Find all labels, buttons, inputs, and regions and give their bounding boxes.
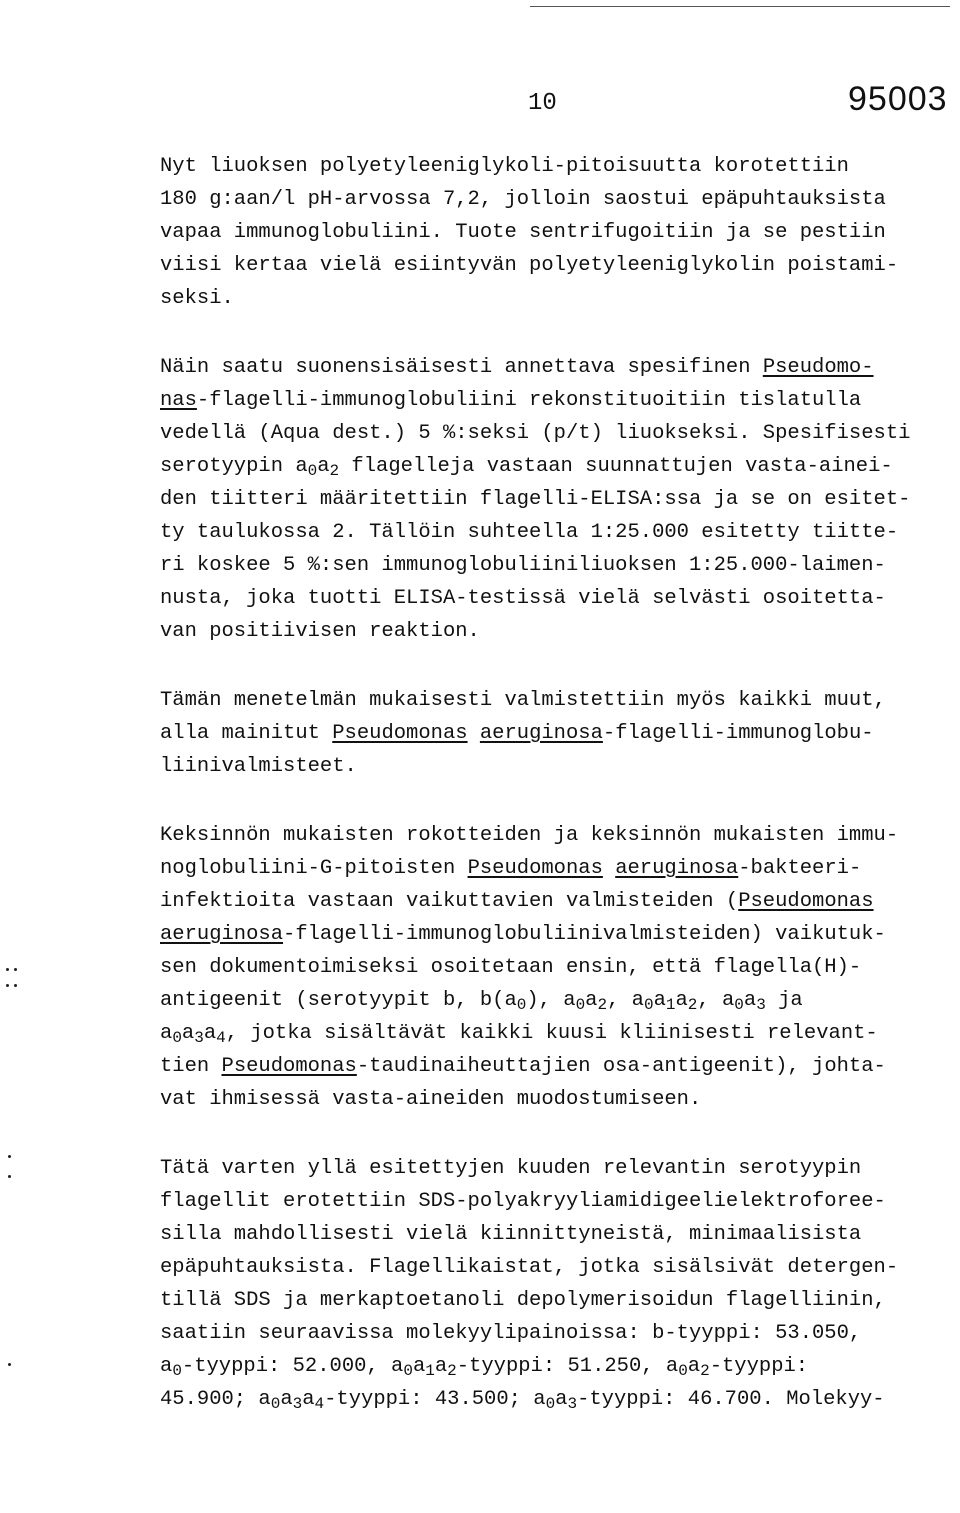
subscript: 0	[545, 1394, 556, 1413]
underlined-term: Pseudomonas	[221, 1055, 357, 1078]
text-segment: liinivalmisteet.	[160, 755, 357, 778]
text-segment: -flagelli-immunoglobu-	[602, 722, 874, 745]
text-segment: Näin saatu suonensisäisesti annettava spesifinen	[160, 356, 763, 379]
text-segment: alla mainitut	[160, 722, 333, 745]
text-segment: -flagelli-immunoglobuliini rekonstituoitiin tislatulla	[196, 389, 862, 412]
scan-speck	[8, 1155, 11, 1158]
text-line	[160, 450, 950, 483]
text-segment: a	[203, 1022, 217, 1045]
text-segment: -tyyppi: 43.500; a	[324, 1388, 546, 1411]
text-segment: 180 g:aan/l pH-arvossa 7,2, jolloin saostui epäpuhtauksista	[160, 188, 886, 211]
text-segment: , a	[607, 989, 644, 1012]
text-line	[160, 1152, 950, 1185]
top-rule	[530, 6, 950, 7]
text-segment: a	[743, 989, 757, 1012]
page-number: 10	[528, 90, 557, 117]
text-line	[160, 1383, 950, 1416]
text-segment: , jotka sisältävät kaikki kuusi kliinisesti relevant-	[225, 1022, 878, 1045]
text-line	[160, 951, 950, 984]
underlined-term: aeruginosa	[615, 857, 739, 880]
text-line	[160, 984, 950, 1017]
text-segment: Tätä varten yllä esitettyjen kuuden relevantin serotyypin	[160, 1157, 862, 1180]
subscript: 4	[216, 1028, 226, 1047]
text-segment: a	[317, 455, 330, 478]
text-line	[160, 351, 950, 384]
text-segment: infektioita vastaan vaikuttavien valmisteiden (	[160, 890, 739, 913]
text-line	[160, 750, 950, 783]
text-segment: -flagelli-immunoglobuliinivalmisteiden) vaikutuk-	[283, 923, 886, 946]
subscript: 1	[425, 1361, 435, 1380]
text-segment: -tyyppi: 46.700. Molekyy-	[577, 1388, 885, 1411]
text-line	[160, 852, 950, 885]
text-line	[160, 1317, 950, 1350]
subscript: 2	[597, 995, 608, 1014]
text-segment: ri koskee 5 %:sen immunoglobuliiniliuoksen 1:25.000-laimen-	[160, 554, 886, 577]
text-line	[160, 1350, 950, 1383]
text-line	[160, 282, 950, 315]
text-segment: 45.900; a	[160, 1388, 271, 1411]
text-segment	[468, 722, 480, 745]
subscript: 0	[516, 995, 527, 1014]
text-segment: noglobuliini-G-pitoisten	[160, 857, 468, 880]
subscript: 3	[567, 1394, 578, 1413]
scan-speck	[6, 984, 9, 987]
text-segment: Nyt liuoksen polyetyleeniglykoli-pitoisuutta korotettiin	[160, 155, 849, 178]
text-segment: a	[302, 1388, 315, 1411]
text-segment: tillä SDS ja merkaptoetanoli depolymerisoidun flagelliinin,	[160, 1289, 886, 1312]
text-segment: flagellit erotettiin SDS-polyakryyliamidigeelielektroforee-	[160, 1190, 886, 1213]
text-segment: a	[687, 1355, 701, 1378]
text-line	[160, 216, 950, 249]
text-segment: vat ihmisessä vasta-aineiden muodostumiseen.	[160, 1088, 702, 1111]
text-line	[160, 1284, 950, 1317]
text-segment: a	[181, 1022, 195, 1045]
text-segment: serotyypin a	[160, 455, 308, 478]
subscript: 2	[700, 1361, 710, 1380]
text-segment: van positiivisen reaktion.	[160, 620, 480, 643]
subscript: 0	[307, 461, 318, 480]
body-text	[160, 150, 950, 1452]
text-line	[160, 1185, 950, 1218]
text-segment: ty taulukossa 2. Tällöin suhteella 1:25.000 esitetty tiitte-	[160, 521, 899, 544]
text-line	[160, 1017, 950, 1050]
underlined-term: aeruginosa	[479, 722, 603, 745]
text-segment: a	[160, 1022, 173, 1045]
text-line	[160, 384, 950, 417]
subscript: 2	[687, 995, 698, 1014]
text-segment: saatiin seuraavissa molekyylipainoissa: b-tyyppi: 53.050,	[160, 1322, 862, 1345]
text-segment: viisi kertaa vielä esiintyvän polyetyleeniglykolin poistami-	[160, 254, 899, 277]
text-segment	[603, 857, 615, 880]
text-segment: sen dokumentoimiseksi osoitetaan ensin, että flagella(H)-	[160, 956, 862, 979]
subscript: 2	[447, 1361, 457, 1380]
text-segment: a	[280, 1388, 293, 1411]
text-segment: vapaa immunoglobuliini. Tuote sentrifugoitiin ja se pestiin	[160, 221, 886, 244]
text-line	[160, 582, 950, 615]
text-line	[160, 1218, 950, 1251]
text-line	[160, 417, 950, 450]
subscript: 3	[194, 1028, 204, 1047]
text-segment: a	[653, 989, 666, 1012]
underlined-term: Pseudomo-	[762, 356, 874, 379]
underlined-term: aeruginosa	[160, 923, 284, 946]
text-segment: nusta, joka tuotti ELISA-testissä vielä selvästi osoitetta-	[160, 587, 886, 610]
paragraph	[160, 684, 950, 783]
text-segment: a	[675, 989, 688, 1012]
text-segment: ja	[765, 989, 803, 1012]
text-segment: flagelleja vastaan suunnattujen vasta-ainei-	[339, 455, 893, 478]
text-segment: -taudinaiheuttajien osa-antigeenit), johta-	[356, 1055, 886, 1078]
text-segment: a	[555, 1388, 568, 1411]
text-segment: a	[585, 989, 598, 1012]
text-segment: epäpuhtauksista. Flagellikaistat, jotka sisälsivät detergen-	[160, 1256, 899, 1279]
subscript: 1	[665, 995, 676, 1014]
text-segment: Keksinnön mukaisten rokotteiden ja keksinnön mukaisten immu-	[160, 824, 899, 847]
scan-speck	[8, 1363, 11, 1366]
document-number: 95003	[848, 80, 948, 118]
paragraph	[160, 819, 950, 1116]
scan-speck	[8, 1175, 11, 1178]
text-segment: ), a	[526, 989, 576, 1012]
underlined-term: Pseudomonas	[332, 722, 468, 745]
subscript: 0	[678, 1361, 688, 1380]
text-line	[160, 1251, 950, 1284]
text-segment: tien	[160, 1055, 222, 1078]
underlined-term: Pseudomonas	[467, 857, 603, 880]
text-line	[160, 1050, 950, 1083]
text-segment: -tyyppi: 51.250, a	[456, 1355, 679, 1378]
text-segment: -tyyppi: 52.000, a	[181, 1355, 404, 1378]
text-segment: -tyyppi:	[709, 1355, 809, 1378]
text-line	[160, 918, 950, 951]
text-segment: a	[434, 1355, 448, 1378]
text-segment: a	[160, 1355, 173, 1378]
text-segment: seksi.	[160, 287, 234, 310]
subscript: 4	[314, 1394, 325, 1413]
subscript: 0	[643, 995, 654, 1014]
text-segment: -bakteeri-	[738, 857, 862, 880]
subscript: 0	[575, 995, 586, 1014]
scan-speck	[6, 968, 9, 971]
text-line	[160, 615, 950, 648]
text-line	[160, 150, 950, 183]
text-segment: den tiitteri määritettiin flagelli-ELISA:ssa ja se on esitet-	[160, 488, 911, 511]
text-line	[160, 549, 950, 582]
text-line	[160, 684, 950, 717]
scan-speck	[14, 968, 17, 971]
subscript: 0	[270, 1394, 281, 1413]
subscript: 0	[172, 1028, 182, 1047]
text-line	[160, 516, 950, 549]
text-segment: Tämän menetelmän mukaisesti valmistettiin myös kaikki muut,	[160, 689, 886, 712]
subscript: 2	[329, 461, 340, 480]
underlined-term: Pseudomonas	[738, 890, 874, 913]
text-line	[160, 249, 950, 282]
text-line	[160, 183, 950, 216]
text-segment: vedellä (Aqua dest.) 5 %:seksi (p/t) liuokseksi. Spesifisesti	[160, 422, 911, 445]
paragraph	[160, 1152, 950, 1416]
text-line	[160, 819, 950, 852]
text-segment: silla mahdollisesti vielä kiinnittyneistä, minimaalisista	[160, 1223, 862, 1246]
text-segment: a	[412, 1355, 426, 1378]
subscript: 0	[734, 995, 744, 1014]
underlined-term: nas	[160, 389, 197, 412]
text-line	[160, 885, 950, 918]
paragraph	[160, 351, 950, 648]
text-line	[160, 483, 950, 516]
text-line	[160, 1083, 950, 1116]
subscript: 0	[403, 1361, 413, 1380]
subscript: 3	[756, 995, 766, 1014]
subscript: 3	[292, 1394, 303, 1413]
paragraph	[160, 150, 950, 315]
scan-speck	[14, 984, 17, 987]
text-line	[160, 717, 950, 750]
text-segment: antigeenit (serotyypit b, b(a	[160, 989, 517, 1012]
text-segment: , a	[697, 989, 735, 1012]
subscript: 0	[172, 1361, 182, 1380]
